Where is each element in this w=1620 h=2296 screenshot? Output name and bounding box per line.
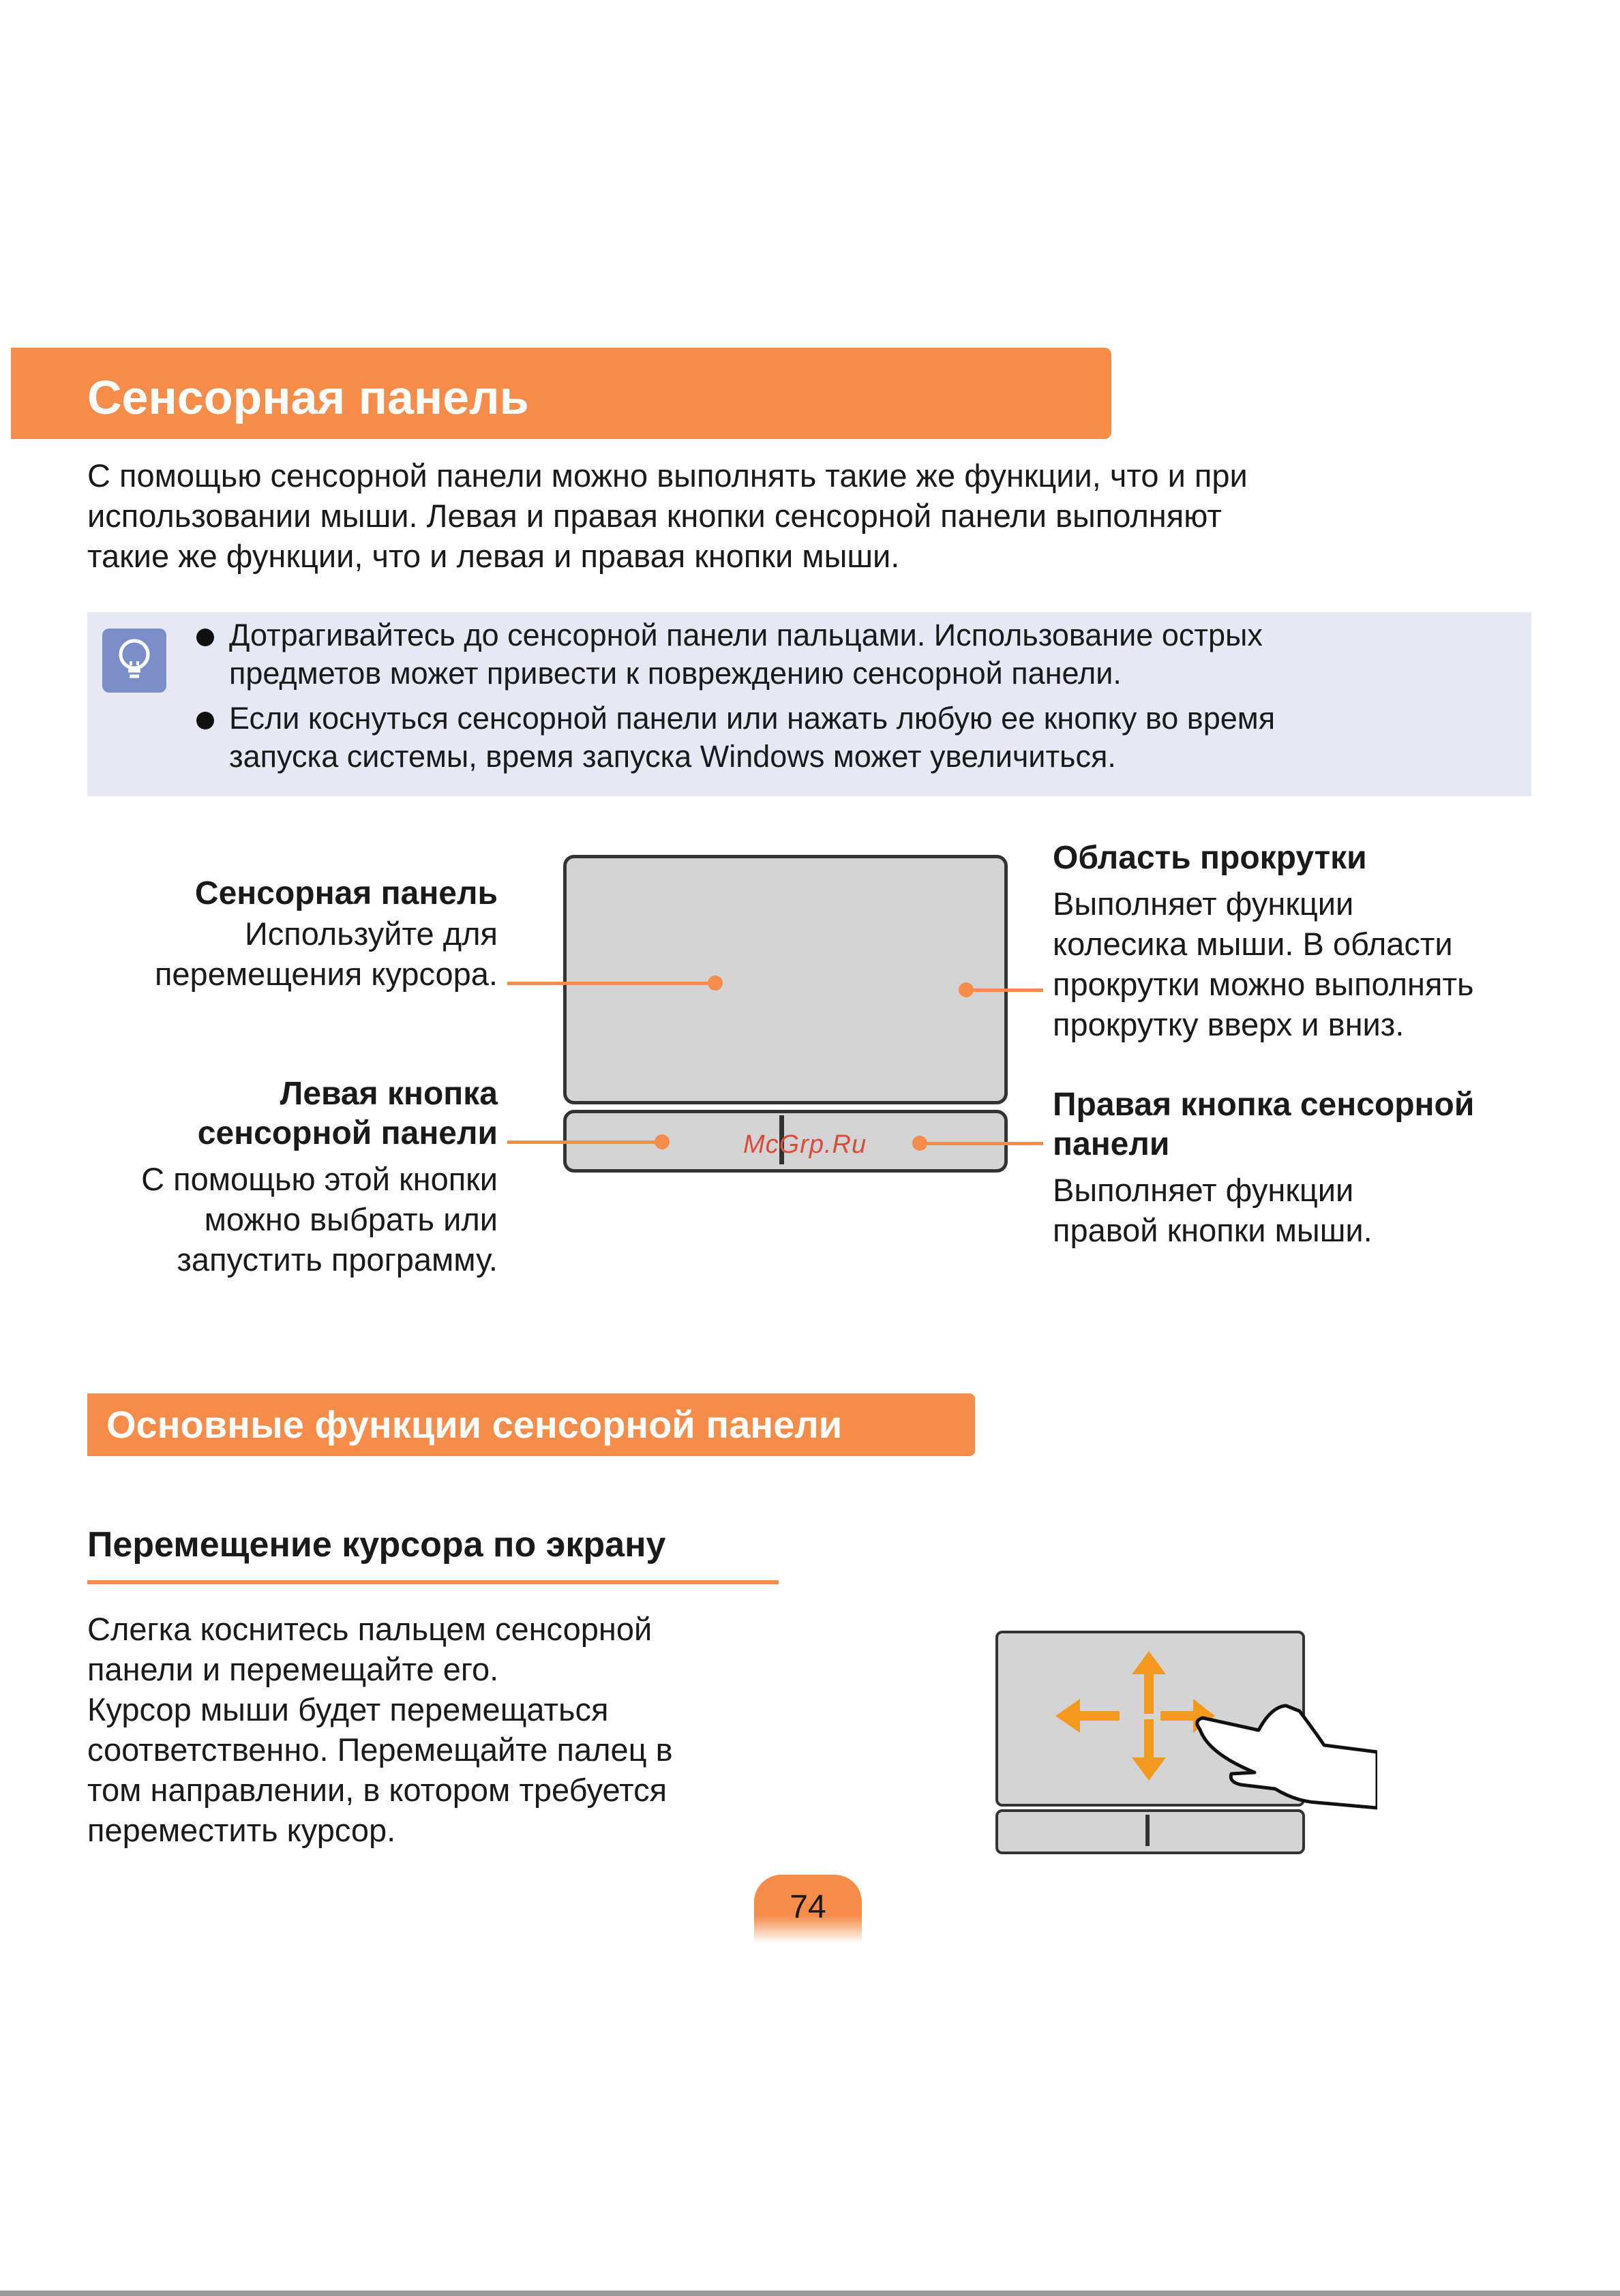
body-line: панели и перемещайте его. — [87, 1651, 499, 1687]
leader-left-button — [507, 1141, 664, 1144]
bullet-icon — [196, 712, 214, 729]
touchpad-illustration — [563, 855, 1008, 1104]
body-line: Курсор мыши будет перемещаться — [87, 1691, 609, 1727]
label-line: Выполняет функции — [1053, 886, 1354, 922]
intro-line: такие же функции, что и левая и правая кнопки мыши. — [87, 538, 900, 574]
note-line: предметов может привести к повреждению сенсорной панели. — [229, 656, 1122, 691]
label-line: Выполняет функции — [1053, 1172, 1354, 1208]
body-line: соответственно. Перемещайте палец в — [87, 1732, 673, 1768]
label-title: Правая кнопка сенсорной — [1053, 1087, 1475, 1123]
marker-scroll — [959, 982, 974, 997]
intro-line: С помощью сенсорной панели можно выполнять такие же функции, что и при — [87, 457, 1248, 494]
intro-line: использовании мыши. Левая и правая кнопки сенсорной панели выполняют — [87, 498, 1222, 534]
page-number: 74 — [790, 1889, 826, 1925]
note-bullet-1 — [229, 616, 1263, 693]
label-line: можно выбрать или — [204, 1201, 498, 1237]
label-line: правой кнопки мыши. — [1053, 1212, 1372, 1248]
label-line: прокрутку вверх и вниз. — [1053, 1006, 1405, 1042]
left-button-label — [68, 1074, 498, 1280]
scroll-area-label — [1053, 839, 1557, 1044]
marker-left-button — [655, 1134, 670, 1149]
touchpad-label — [68, 874, 498, 994]
label-title: Сенсорная панель — [194, 875, 498, 911]
leader-scroll — [968, 988, 1043, 992]
label-title: Область прокрутки — [1053, 840, 1367, 876]
note-line: Дотрагивайтесь до сенсорной панели пальцами. Использование острых — [229, 618, 1263, 652]
note-line: запуска системы, время запуска Windows может увеличиться. — [229, 739, 1116, 774]
body-line: переместить курсор. — [87, 1812, 396, 1848]
bottom-rule — [0, 2291, 1620, 2296]
label-line: колесика мыши. В области — [1053, 926, 1453, 962]
direction-arrows-icon — [995, 1631, 1377, 1835]
label-line: Используйте для — [244, 916, 498, 952]
lightbulb-icon — [102, 629, 166, 693]
body-line: Слегка коснитесь пальцем сенсорной — [87, 1611, 652, 1647]
leader-touchpad — [507, 982, 716, 985]
bullet-icon — [196, 629, 214, 646]
subsection-title: Основные функции сенсорной панели — [106, 1403, 843, 1446]
subsection-heading: Перемещение курсора по экрану — [87, 1525, 666, 1565]
marker-touchpad — [708, 976, 723, 991]
label-line: запустить программу. — [177, 1241, 498, 1278]
label-title: панели — [1053, 1126, 1170, 1162]
label-line: прокрутки можно выполнять — [1053, 966, 1474, 1002]
body-line: том направлении, в котором требуется — [87, 1772, 668, 1808]
marker-right-button — [912, 1136, 927, 1151]
label-line: С помощью этой кнопки — [141, 1161, 498, 1197]
label-line: перемещения курсора. — [154, 956, 498, 992]
section-title: Сенсорная панель — [87, 371, 529, 424]
right-button-label — [1053, 1085, 1557, 1250]
leader-right-button — [922, 1142, 1043, 1145]
subsection-body — [87, 1609, 851, 1850]
label-title: сенсорной панели — [197, 1115, 498, 1151]
watermark: McGrp.Ru — [743, 1130, 867, 1159]
intro-paragraph — [87, 455, 1533, 576]
heading-underline — [87, 1580, 779, 1584]
note-bullet-2 — [229, 699, 1275, 776]
note-line: Если коснуться сенсорной панели или нажать любую ее кнопку во время — [229, 701, 1276, 736]
label-title: Левая кнопка — [280, 1076, 498, 1112]
